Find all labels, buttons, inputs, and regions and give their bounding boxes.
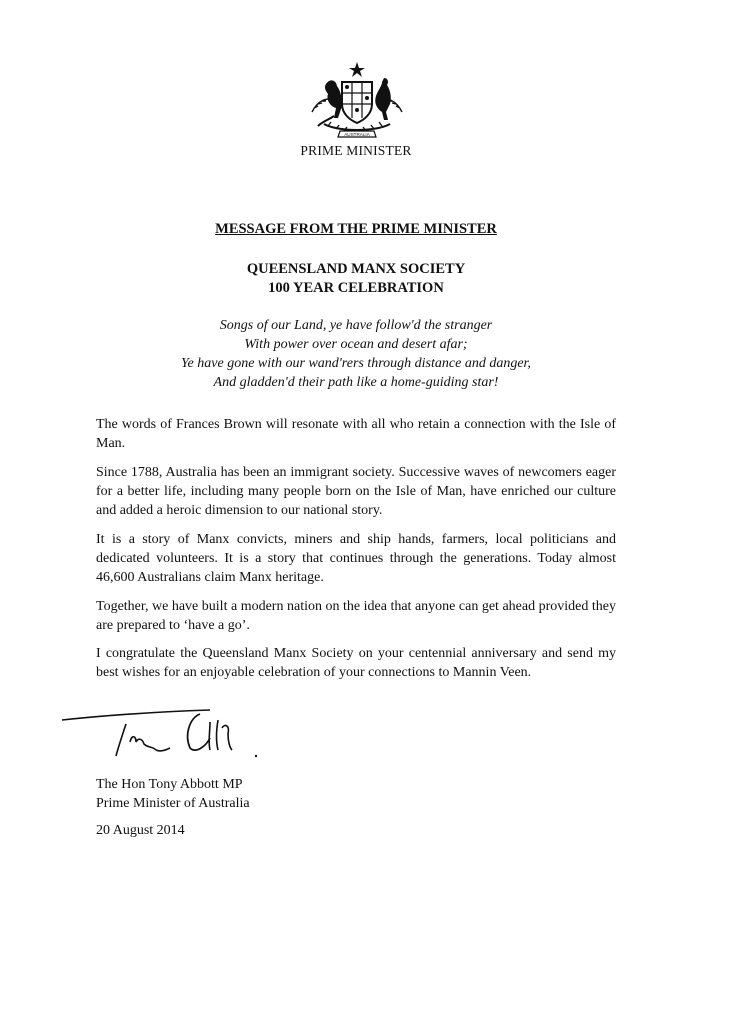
poem-line: With power over ocean and desert afar;	[244, 337, 468, 352]
coat-of-arms-emblem	[304, 60, 410, 140]
signature-image	[60, 698, 280, 768]
body-paragraph: It is a story of Manx convicts, miners and ship hands, farmers, local politicians and dedicated volunteers. It is a story that continues through the generations. Today almost 46,600 Australians claim Manx heritage.	[96, 532, 616, 585]
body-paragraph: I congratulate the Queensland Manx Society on your centennial anniversary and send my best wishes for an enjoyable celebration of your connections to Mannin Veen.	[96, 646, 616, 680]
office-title: PRIME MINISTER	[300, 143, 412, 158]
crest-motto: AUSTRALIA	[344, 132, 370, 137]
poem-line: Songs of our Land, ye have follow'd the stranger	[219, 318, 493, 333]
society-name: QUEENSLAND MANX SOCIETY	[246, 261, 466, 277]
poem-quote	[0, 316, 712, 392]
letter-date: 20 August 2014	[96, 823, 185, 838]
signatory-block	[96, 775, 250, 813]
poem-line: And gladden'd their path like a home-guiding star!	[213, 375, 499, 390]
poem-line: Ye have gone with our wand'rers through distance and danger,	[181, 356, 531, 371]
body-paragraph: Together, we have built a modern nation on the idea that anyone can get ahead provided they are prepared to ‘have a go’.	[96, 599, 616, 633]
body-paragraph: The words of Frances Brown will resonate with all who retain a connection with the Isle of Man.	[96, 417, 616, 451]
message-heading: MESSAGE FROM THE PRIME MINISTER	[215, 221, 497, 237]
signatory-title: Prime Minister of Australia	[96, 796, 250, 811]
celebration-title: 100 YEAR CELEBRATION	[268, 280, 444, 296]
body-paragraph: Since 1788, Australia has been an immigrant society. Successive waves of newcomers eager for a better life, including many people born on the Isle of Man, have enriched our culture and added a heroic dimension to our national story.	[96, 465, 616, 518]
signatory-name: The Hon Tony Abbott MP	[96, 777, 243, 792]
